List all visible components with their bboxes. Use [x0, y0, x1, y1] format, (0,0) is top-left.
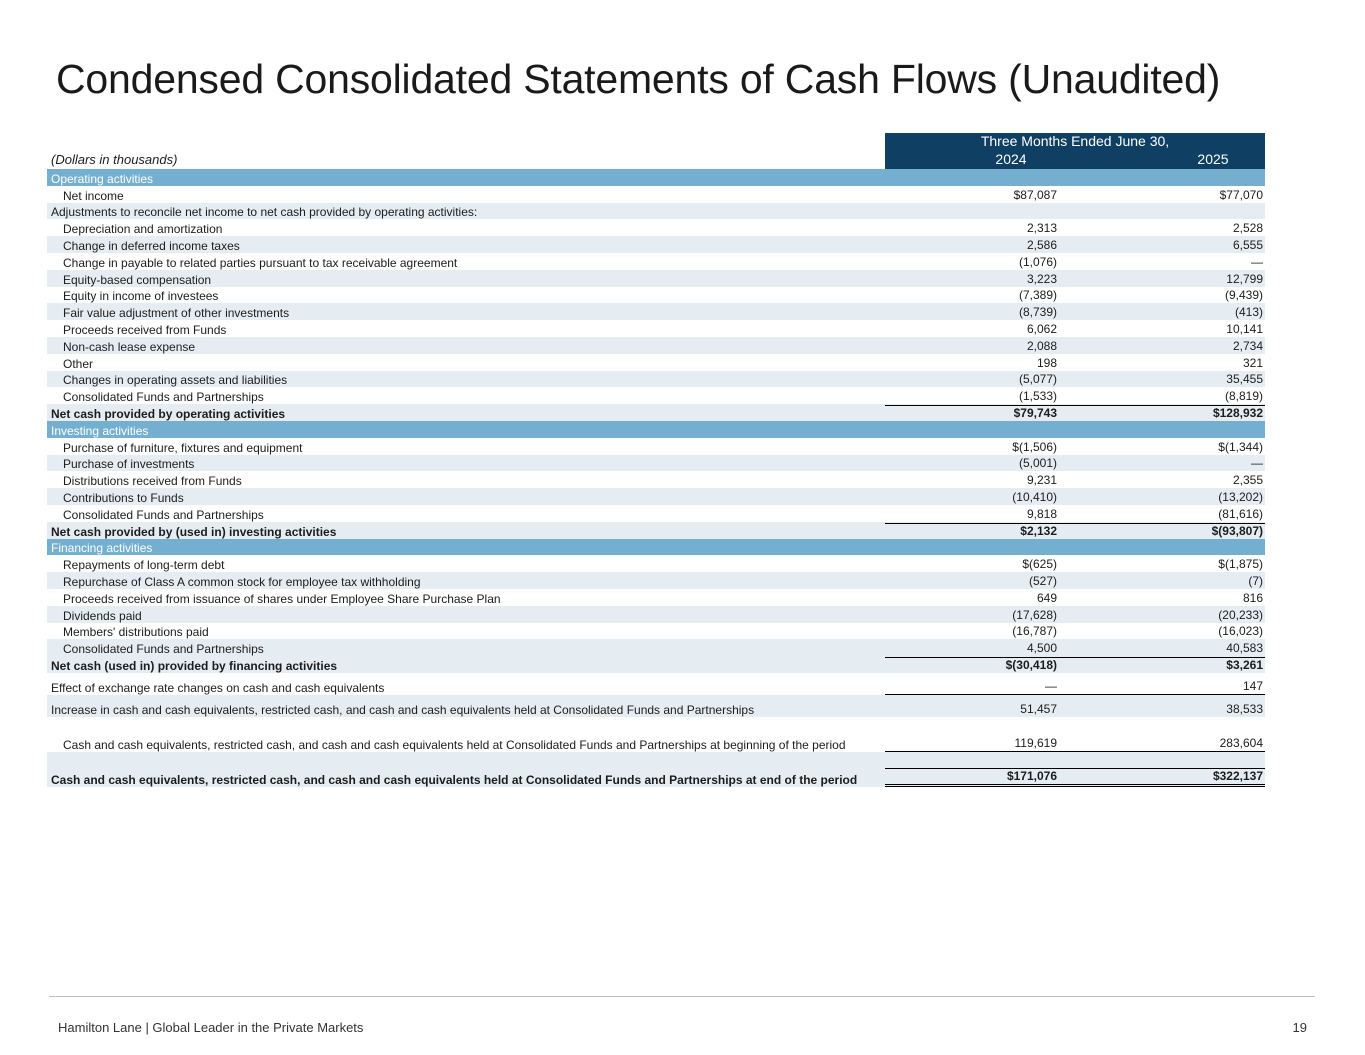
table-row: [47, 270, 1265, 287]
row-label: Equity in income of investees: [63, 289, 219, 304]
row-label: Net income: [63, 188, 124, 203]
value-2024: (1,076): [1018, 254, 1057, 269]
value-2024: 2,586: [1026, 237, 1057, 252]
value-2025: (16,023): [1218, 624, 1263, 639]
value-2024: (8,739): [1018, 305, 1057, 320]
table-row: [47, 695, 1265, 717]
row-label: Purchase of investments: [63, 457, 195, 472]
footer-divider: [49, 996, 1315, 997]
value-2025: $128,932: [1061, 405, 1265, 421]
units-note: (Dollars in thousands): [51, 152, 178, 167]
period-header-box: [885, 133, 1265, 169]
value-2025: 321: [1242, 355, 1263, 370]
value-2024: (10,410): [1012, 489, 1057, 504]
value-2025: (9,439): [1224, 288, 1263, 303]
value-2024: (5,001): [1018, 456, 1057, 471]
value-2025: (13,202): [1218, 489, 1263, 504]
section-header-row: [47, 539, 1265, 556]
value-2025: (81,616): [1218, 506, 1263, 521]
table-body: [47, 169, 1265, 787]
value-2024: $(30,418): [885, 657, 1061, 673]
table-row: [47, 371, 1265, 388]
row-label: Change in deferred income taxes: [63, 238, 240, 253]
total-row: [47, 404, 1265, 421]
row-label: Equity-based compensation: [63, 272, 212, 287]
table-row: [47, 287, 1265, 304]
value-2025: 40,583: [1226, 641, 1263, 656]
row-label: Cash and cash equivalents, restricted cash, and cash and cash equivalents held at Consolidated Funds and Partnerships at beginning of the period: [63, 737, 846, 752]
value-2025: 816: [1242, 590, 1263, 605]
value-2024: 4,500: [1026, 641, 1057, 656]
table-row: [47, 320, 1265, 337]
row-label: Contributions to Funds: [63, 490, 184, 505]
value-2024: $171,076: [885, 768, 1061, 787]
row-label: Members' distributions paid: [63, 625, 209, 640]
table-row: [47, 219, 1265, 236]
value-2025: 2,355: [1232, 473, 1263, 488]
value-2024: 198: [1036, 355, 1057, 370]
table-row: [47, 337, 1265, 354]
total-row: [47, 656, 1265, 673]
row-label: Net cash (used in) provided by financing activities: [51, 658, 338, 673]
table-row: [47, 488, 1265, 505]
value-2024: (17,628): [1012, 607, 1057, 622]
value-2024: 9,818: [1026, 506, 1057, 521]
value-2025: 12,799: [1226, 271, 1263, 286]
row-label: Operating activities: [51, 171, 154, 186]
cash-flow-table: [47, 133, 1265, 787]
row-label: Net cash provided by (used in) investing activities: [51, 524, 337, 539]
value-2024: —: [885, 679, 1061, 695]
table-row: [47, 623, 1265, 640]
row-label: Investing activities: [51, 423, 149, 438]
row-label: Distributions received from Funds: [63, 474, 242, 489]
row-label: Other: [63, 356, 94, 371]
value-2025: (8,819): [1224, 389, 1263, 404]
table-row: [47, 387, 1265, 404]
row-label: Changes in operating assets and liabilities: [63, 373, 288, 388]
value-2025: 2,734: [1232, 338, 1263, 353]
footer-company: Hamilton Lane | Global Leader in the Private Markets: [58, 1020, 364, 1035]
value-2025: 38,533: [1226, 701, 1263, 716]
table-row: [47, 354, 1265, 371]
section-header-row: [47, 421, 1265, 438]
total-row: [47, 752, 1265, 787]
value-2024: 119,619: [885, 736, 1061, 752]
row-label: Proceeds received from issuance of shares under Employee Share Purchase Plan: [63, 591, 501, 606]
year-2024-header: 2024: [995, 151, 1027, 167]
value-2024: 9,231: [1026, 473, 1057, 488]
row-label: Adjustments to reconcile net income to net cash provided by operating activities:: [51, 205, 478, 220]
table-row: [47, 572, 1265, 589]
value-2024: (16,787): [1012, 624, 1057, 639]
value-2024: $79,743: [885, 405, 1061, 421]
table-row: [47, 203, 1265, 220]
value-2024: 6,062: [1026, 321, 1057, 336]
value-2024: 3,223: [1026, 271, 1057, 286]
value-2024: (5,077): [1018, 372, 1057, 387]
table-row: [47, 717, 1265, 752]
year-2025-header: 2025: [1197, 151, 1229, 167]
value-2025: $(1,344): [1218, 439, 1263, 454]
table-row: [47, 589, 1265, 606]
value-2025: $322,137: [1061, 768, 1265, 787]
row-label: Purchase of furniture, fixtures and equipment: [63, 440, 303, 455]
table-row: [47, 253, 1265, 270]
row-label: Effect of exchange rate changes on cash and cash equivalents: [51, 680, 385, 695]
row-label: Consolidated Funds and Partnerships: [63, 390, 264, 405]
table-row: [47, 236, 1265, 253]
value-2025: 10,141: [1226, 321, 1263, 336]
section-header-row: [47, 169, 1265, 186]
row-label: Consolidated Funds and Partnerships: [63, 642, 264, 657]
value-2025: $(93,807): [1061, 523, 1265, 539]
value-2024: $(625): [1022, 557, 1057, 572]
value-2024: $(1,506): [1012, 439, 1057, 454]
value-2025: 2,528: [1232, 221, 1263, 236]
page-number: 19: [1292, 1020, 1307, 1035]
value-2024: 2,313: [1026, 221, 1057, 236]
table-header: [47, 133, 1265, 169]
value-2024: (7,389): [1018, 288, 1057, 303]
value-2025: (20,233): [1218, 607, 1263, 622]
row-label: Consolidated Funds and Partnerships: [63, 507, 264, 522]
row-label: Repurchase of Class A common stock for employee tax withholding: [63, 574, 421, 589]
row-label: Net cash provided by operating activities: [51, 406, 286, 421]
row-label: Cash and cash equivalents, restricted cash, and cash and cash equivalents held at Consolidated Funds and Partnerships at end of the period: [51, 772, 858, 787]
table-row: [47, 303, 1265, 320]
value-2024: 2,088: [1026, 338, 1057, 353]
table-row: [47, 555, 1265, 572]
total-row: [47, 522, 1265, 539]
row-label: Non-cash lease expense: [63, 339, 196, 354]
value-2025: 283,604: [1061, 736, 1265, 752]
table-row: [47, 673, 1265, 695]
value-2025: (413): [1234, 305, 1263, 320]
table-row: [47, 455, 1265, 472]
value-2025: $77,070: [1219, 187, 1263, 202]
page-title: Condensed Consolidated Statements of Cash Flows (Unaudited): [56, 56, 1221, 102]
table-row: [47, 186, 1265, 203]
value-2025: $3,261: [1061, 657, 1265, 673]
value-2025: —: [1251, 456, 1263, 471]
value-2024: $87,087: [1013, 187, 1057, 202]
row-label: Dividends paid: [63, 608, 142, 623]
value-2025: 35,455: [1226, 372, 1263, 387]
value-2025: (7): [1248, 573, 1263, 588]
value-2024: 649: [1036, 590, 1057, 605]
value-2025: $(1,875): [1218, 557, 1263, 572]
row-label: Repayments of long-term debt: [63, 558, 225, 573]
table-row: [47, 438, 1265, 455]
value-2025: 6,555: [1232, 237, 1263, 252]
row-label: Increase in cash and cash equivalents, restricted cash, and cash and cash equivalents held at Consolidated Funds and Partnerships: [51, 702, 755, 717]
row-label: Depreciation and amortization: [63, 222, 223, 237]
table-row: [47, 639, 1265, 656]
table-row: [47, 606, 1265, 623]
row-label: Financing activities: [51, 541, 153, 556]
value-2024: $2,132: [885, 523, 1061, 539]
row-label: Change in payable to related parties pursuant to tax receivable agreement: [63, 255, 458, 270]
value-2025: —: [1251, 254, 1263, 269]
table-row: [47, 471, 1265, 488]
period-header: Three Months Ended June 30,: [980, 133, 1170, 149]
value-2024: (1,533): [1018, 389, 1057, 404]
value-2025: 147: [1061, 679, 1265, 695]
row-label: Fair value adjustment of other investments: [63, 306, 290, 321]
row-label: Proceeds received from Funds: [63, 322, 227, 337]
value-2024: (527): [1028, 573, 1057, 588]
table-row: [47, 505, 1265, 522]
value-2024: 51,457: [1020, 701, 1057, 716]
